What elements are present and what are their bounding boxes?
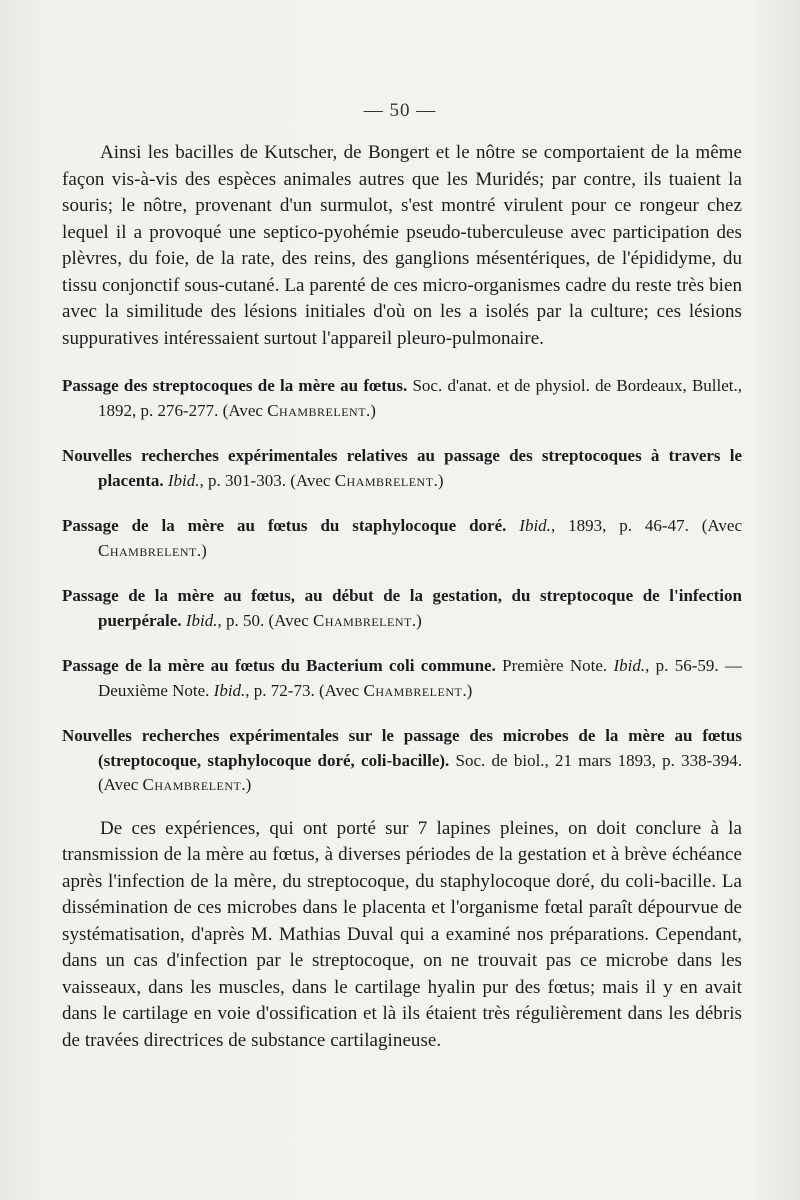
reference-detail: , 1893, p. 46-47. (Avec [550,516,742,535]
reference-detail: Première Note. [495,656,614,675]
reference-detail-end: .) [241,775,252,794]
reference-6 [62,724,742,798]
reference-detail-end: .) [433,470,444,490]
reference-coauthor: Chambrelent [267,400,367,420]
reference-5 [62,654,742,703]
reference-coauthor: Chambrelent [313,610,412,630]
reference-coauthor: Chambrelent [98,540,197,560]
reference-detail-end: .) [366,400,376,420]
intro-paragraph: Ainsi les bacilles de Kutscher, de Bongert et le nôtre se comportaient de la même façon vis-à-vis des espèces animales autres que les Muridés; par contre, ils tuaient la souris; le nôtre, provenant d'un surmulot, s'est montré virulent pour ce rongeur chez lequel il a provoqué une septico-pyohémie pseudo-tuberculeuse avec participation des plèvres, du foie, de la rate, des reins, des ganglions mésentériques, de l'épididyme, du tissu conjonctif sous-cutané. La parenté de ces micro-organismes cadre du reste très bien avec la similitude des lésions initiales d'où on les a isolés par la culture; ces lésions suppuratives intéressaient surtout l'appareil pleuro-pulmonaire. [62,142,742,349]
reference-detail: Soc. d'anat. et de physiol. de Bordeaux, Bullet., 1892, p. 276-277. (Avec [98,376,743,420]
reference-title: Passage des streptocoques de la mère au fœtus. [62,376,408,395]
reference-4 [62,584,742,633]
page-number: — 50 — [363,100,437,121]
reference-coauthor: Chambrelent [363,680,463,700]
reference-ibid: Ibid. [519,516,551,535]
reference-title: Nouvelles recherches expérimentales sur le passage des microbes de la mère au fœtus (streptocoque, staphylocoque doré, coli-bacille). [62,726,742,770]
reference-detail: , p. 301-303. (Avec [199,470,335,490]
reference-title: Nouvelles recherches expérimentales relatives au passage des streptocoques à travers le placenta. [62,446,742,490]
reference-detail: , p. 56-59. — Deuxième Note. [98,656,742,700]
reference-title: Passage de la mère au fœtus du Bacterium coli commune. [62,656,496,675]
page-content [62,140,742,1054]
reference-title: Passage de la mère au fœtus, au début de la gestation, du streptocoque de l'infection puerpérale. [62,586,742,630]
reference-detail-end: .) [196,540,207,560]
reference-2 [62,444,742,493]
reference-coauthor: Chambrelent [334,470,434,490]
reference-detail: , p. 72-73. (Avec [245,680,364,700]
reference-ibid: Ibid. [213,680,246,700]
reference-detail-end: .) [411,610,422,630]
reference-3 [62,514,742,563]
reference-detail: Soc. de biol., 21 mars 1893, p. 338-394. (Avec [98,750,742,794]
closing-paragraph: De ces expériences, qui ont porté sur 7 lapines pleines, on doit conclure à la transmission de la mère au fœtus, à diverses périodes de la gestation et à brève échéance après l'infection de la mère, du streptocoque, du staphylocoque doré, du coli-bacille. La dissémination de ces microbes dans le placenta et l'organisme fœtal paraît dépourvue de systématisation, d'après M. Mathias Duval qui a examiné nos préparations. Cependant, dans un cas d'infection par le streptocoque, on ne trouvait pas ce microbe dans les vaisseaux, dans les muscles, dans le cartilage hyalin pur des fœtus; mais il y en avait dans le cartilage en voie d'ossification et là ils étaient très régulièrement dans les débris de travées directrices de substance cartilagineuse. [62,817,742,1051]
reference-detail: , p. 50. (Avec [217,610,313,630]
reference-ibid: Ibid. [167,470,200,490]
reference-title: Passage de la mère au fœtus du staphylocoque doré. [62,516,507,535]
reference-ibid: Ibid. [613,656,646,675]
reference-coauthor: Chambrelent [142,775,242,794]
reference-detail-end: .) [462,680,473,700]
reference-1 [62,374,742,423]
reference-ibid: Ibid. [185,610,218,630]
